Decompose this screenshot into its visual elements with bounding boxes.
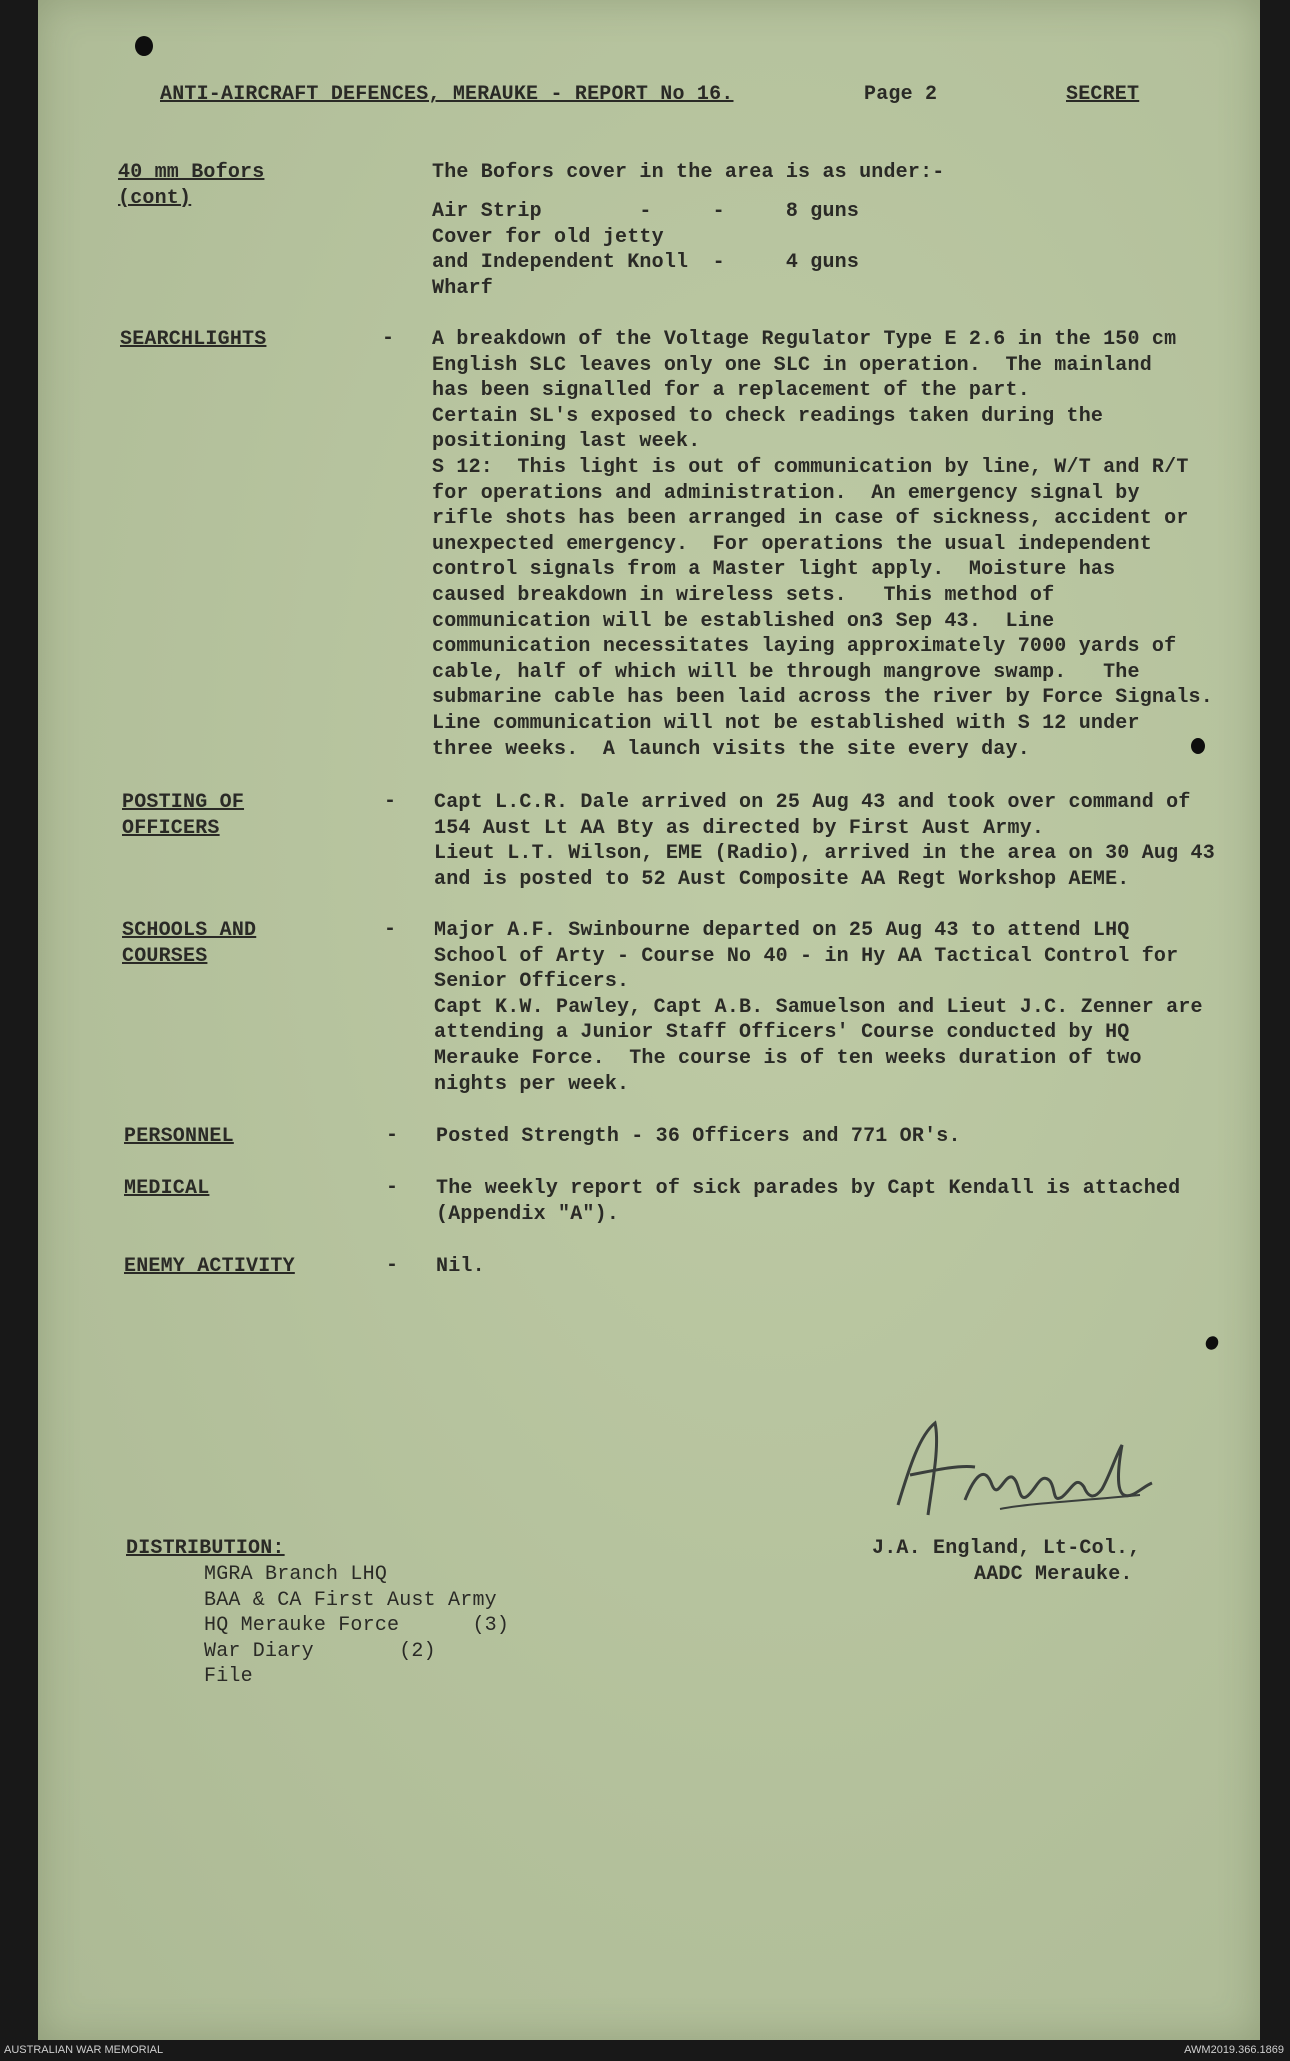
list-item: War Diary (2): [204, 1639, 436, 1663]
paragraph-line: and is posted to 52 Aust Composite AA Regt Workshop AEME.: [434, 867, 1130, 891]
section-label-bofors-cont: (cont): [118, 187, 192, 210]
paragraph-line: Capt K.W. Pawley, Capt A.B. Samuelson and Lieut J.C. Zenner are: [434, 995, 1203, 1019]
list-item: File: [204, 1665, 253, 1689]
paragraph-line: attending a Junior Staff Officers' Course conducted by HQ: [434, 1021, 1130, 1045]
bofors-intro: The Bofors cover in the area is as under:-: [432, 161, 945, 184]
section-label-personnel: PERSONNEL: [124, 1125, 234, 1148]
personnel-text: Posted Strength - 36 Officers and 771 OR's.: [436, 1125, 961, 1148]
paragraph-line: positioning last week.: [432, 430, 701, 454]
section-label-schools: SCHOOLS AND: [122, 919, 257, 942]
searchlights-body: [432, 327, 1213, 762]
paragraph-line: nights per week.: [434, 1072, 630, 1096]
bofors-gun-list: [432, 199, 859, 301]
paragraph-line: 154 Aust Lt AA Bty as directed by First Aust Army.: [434, 816, 1045, 840]
paragraph-line: three weeks. A launch visits the site every day.: [432, 737, 1030, 761]
section-dash: -: [386, 1254, 399, 1277]
section-dash: -: [386, 1124, 399, 1147]
paragraph-line: S 12: This light is out of communication by line, W/T and R/T: [432, 455, 1189, 479]
paragraph-line: Senior Officers.: [434, 970, 630, 994]
paragraph-line: unexpected emergency. For operations the usual independent: [432, 532, 1152, 556]
list-item: Cover for old jetty: [432, 225, 664, 249]
schools-body: [434, 918, 1203, 1097]
enemy-activity-text: Nil.: [436, 1255, 485, 1278]
section-label-bofors: 40 mm Bofors: [118, 161, 265, 184]
section-dash: -: [382, 327, 395, 350]
paragraph-line: Merauke Force. The course is of ten weeks duration of two: [434, 1046, 1142, 1070]
section-label-posting-2: OFFICERS: [122, 817, 220, 840]
paragraph-line: Major A.F. Swinbourne departed on 25 Aug 43 to attend LHQ: [434, 919, 1130, 942]
paragraph-line: (Appendix "A").: [436, 1202, 620, 1226]
paragraph-line: Capt L.C.R. Dale arrived on 25 Aug 43 and took over command of: [434, 791, 1191, 814]
paragraph-line: caused breakdown in wireless sets. This method of: [432, 583, 1055, 607]
section-label-medical: MEDICAL: [124, 1177, 210, 1200]
section-label-courses: COURSES: [122, 945, 208, 968]
page-number: Page 2: [864, 83, 938, 106]
section-dash: -: [386, 1176, 399, 1199]
paragraph-line: communication necessitates laying approximately 7000 yards of: [432, 635, 1177, 659]
paragraph-line: has been signalled for a replacement of the part.: [432, 379, 1030, 403]
paragraph-line: communication will be established on3 Sep 43. Line: [432, 609, 1055, 633]
section-dash: -: [384, 790, 397, 813]
paragraph-line: Lieut L.T. Wilson, EME (Radio), arrived in the area on 30 Aug 43: [434, 842, 1215, 866]
section-label-searchlights: SEARCHLIGHTS: [120, 328, 267, 351]
signatory-name: J.A. England, Lt-Col.,: [872, 1537, 1141, 1560]
archive-reference: AWM2019.366.1869: [1184, 2044, 1284, 2056]
paragraph-line: submarine cable has been laid across the river by Force Signals.: [432, 686, 1213, 710]
paragraph-line: Line communication will not be established with S 12 under: [432, 711, 1140, 735]
signatory-title: AADC Merauke.: [974, 1563, 1133, 1586]
paragraph-line: control signals from a Master light apply. Moisture has: [432, 558, 1116, 582]
paragraph-line: for operations and administration. An emergency signal by: [432, 481, 1140, 505]
paragraph-line: Certain SL's exposed to check readings taken during the: [432, 404, 1104, 428]
posting-body: [434, 790, 1215, 892]
list-item: Air Strip - - 8 guns: [432, 200, 860, 223]
paragraph-line: The weekly report of sick parades by Capt Kendall is attached: [436, 1177, 1181, 1200]
report-title: ANTI-AIRCRAFT DEFENCES, MERAUKE - REPORT No 16.: [160, 83, 734, 106]
medical-body: [436, 1176, 1180, 1227]
section-label-posting: POSTING OF: [122, 791, 245, 814]
list-item: BAA & CA First Aust Army: [204, 1588, 497, 1612]
list-item: and Independent Knoll - 4 guns: [432, 251, 860, 275]
section-dash: -: [384, 918, 397, 941]
paragraph-line: cable, half of which will be through mangrove swamp. The: [432, 660, 1140, 684]
classification-marking: SECRET: [1066, 83, 1140, 106]
handwritten-signature: [880, 1405, 1180, 1535]
punch-hole-mark: [135, 36, 153, 56]
distribution-label: DISTRIBUTION:: [126, 1537, 285, 1560]
paragraph-line: A breakdown of the Voltage Regulator Type E 2.6 in the 150 cm: [432, 328, 1177, 351]
paragraph-line: School of Arty - Course No 40 - in Hy AA Tactical Control for: [434, 944, 1179, 968]
list-item: MGRA Branch LHQ: [204, 1563, 388, 1586]
archive-credit: AUSTRALIAN WAR MEMORIAL: [4, 2044, 164, 2056]
list-item: HQ Merauke Force (3): [204, 1614, 510, 1638]
paragraph-line: rifle shots has been arranged in case of sickness, accident or: [432, 507, 1189, 531]
distribution-list: [204, 1562, 509, 1690]
list-item: Wharf: [432, 276, 494, 300]
section-label-enemy-activity: ENEMY ACTIVITY: [124, 1255, 295, 1278]
paragraph-line: English SLC leaves only one SLC in operation. The mainland: [432, 353, 1152, 377]
